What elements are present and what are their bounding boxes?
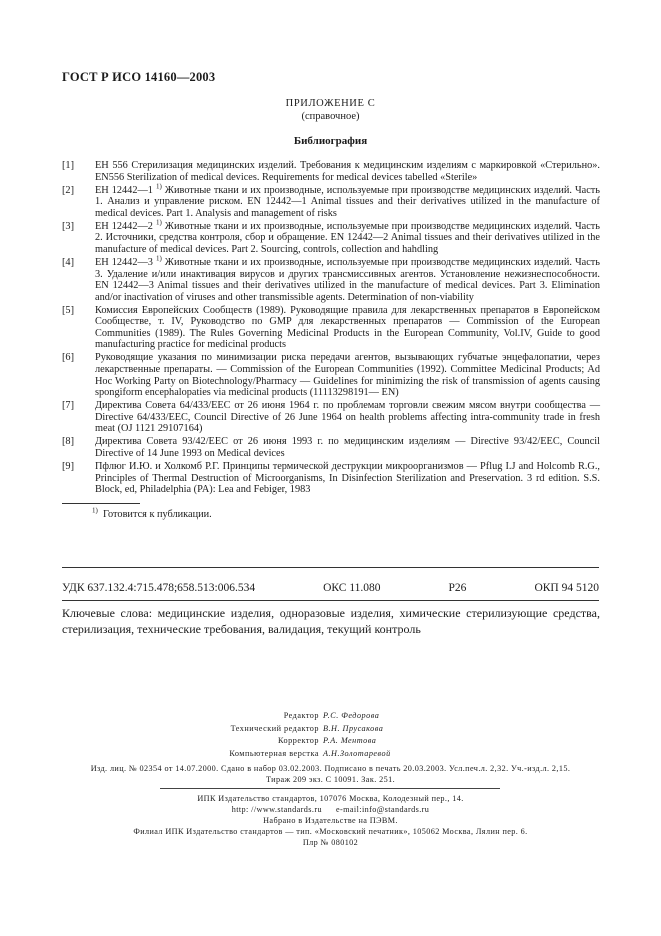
udk-code: УДК 637.132.4:715.478;658.513:006.534 xyxy=(62,582,256,594)
appendix-subtitle: (справочное) xyxy=(301,111,360,122)
credit-role: Корректор xyxy=(278,736,319,745)
reference-item xyxy=(62,352,600,398)
footnote-divider xyxy=(62,503,140,504)
credit-row xyxy=(0,748,661,761)
publisher-contacts xyxy=(0,804,661,815)
keywords: Ключевые слова: медицинские изделия, одноразовые изделия, химические стерилизующие средства, стерилизация, технические требования, валидация, текущий контроль xyxy=(62,606,600,636)
reference-number: [9] xyxy=(62,460,75,472)
reference-item xyxy=(62,182,600,220)
oks-code: ОКС 11.080 xyxy=(323,582,381,594)
footnote-marker: 1) xyxy=(155,218,162,227)
reference-text: Пфлюг И.Ю. и Холкомб Р.Г. Принципы термической деструкции микроорганизмов — Pflug I.J and Holcomb R.G., Principles of Thermal Destruction of Microorganisms, In Disinfection Sterilization and Preservation. 3 rd edition. S.S. Block, ed, Philadelphia (PA): Lea and Febiger, 1983 xyxy=(95,460,600,496)
footnote-marker: 1) xyxy=(155,182,162,191)
publisher-divider xyxy=(160,788,500,789)
bibliography-title: Библиография xyxy=(293,135,368,147)
reference-item xyxy=(62,436,600,459)
footnote-marker: 1) xyxy=(155,254,162,263)
credit-role: Компьютерная верстка xyxy=(229,748,319,758)
credit-row xyxy=(0,710,661,723)
reference-text: ЕН 556 Стерилизация медицинских изделий. Требования к медицинским изделиям с маркировкой «Стерильно». EN556 Sterilization of medical devices. Requirements for medical devices tabelled «Sterile» xyxy=(95,160,600,183)
reference-item xyxy=(62,254,600,303)
credit-person: В.Н. Прусакова xyxy=(323,723,384,733)
bibliography-list xyxy=(62,160,600,497)
reference-number: [4] xyxy=(62,256,75,268)
footnote-mark: 1) xyxy=(92,506,98,515)
reference-text: ЕН 12442—2 $^{1)}$ Животные ткани и их производные, используемые при производстве медицинских изделий. Часть 2. Источники, средства контроля, сбор и обращение. EN 12442—2 Animal tissues and their derivatives utilized in the manufacture of medical devices. Part 2. Sourcing, controls, collection and hahdling xyxy=(95,218,600,255)
reference-number: [8] xyxy=(62,436,75,448)
credit-role: Технический редактор xyxy=(230,723,319,733)
reference-text: Директива Совета 64/433/EEC от 26 июня 1964 г. по проблемам торговли свежим мясом внутри сообщества — Directive 64/433/EEC, Council Directive of 26 June 1964 on health problems affecting intra-community trade in fresh meat (OJ 1121 29107164) xyxy=(95,400,600,435)
imprint-line: Изд. лиц. № 02354 от 14.07.2000. Сдано в набор 03.02.2003. Подписано в печать 20.03.2003. Усл.печ.л. 2,32. Уч.-изд.л. 2,15. xyxy=(90,764,571,773)
credits xyxy=(0,710,661,760)
publisher-website: http: //www.standards.ru xyxy=(231,805,322,814)
footnote-text: Готовится к публикации. xyxy=(103,509,212,520)
publisher-branch: Филиал ИПК Издательство стандартов — тип. «Московский печатник», 105062 Москва, Лялин пер. 6. xyxy=(133,827,528,836)
publisher-license: Плр № 080102 xyxy=(302,838,359,847)
footnote xyxy=(92,506,212,520)
reference-number: [7] xyxy=(62,400,75,412)
classification-bottom-rule xyxy=(62,600,599,601)
reference-number: [1] xyxy=(62,160,75,171)
reference-item xyxy=(62,218,600,256)
credit-row xyxy=(0,723,661,736)
reference-text: Комиссия Европейских Сообществ (1989). Руководящие правила для лекарственных препаратов в Европейском Сообществе, т. IV, Руководство по GMP для лекарственных препаратов — Commission of the European Communities (1989). The Rules Governing Medicinal Products in the European Community, Vol.IV, Guide to good manufacturing practice for medicinal products xyxy=(95,304,600,351)
document-id: ГОСТ Р ИСО 14160—2003 xyxy=(62,70,216,84)
credit-person: Р.С. Федорова xyxy=(323,711,380,720)
publisher-email: e-mail:info@standards.ru xyxy=(335,805,430,814)
classification-row xyxy=(62,582,599,594)
publisher-address: ИПК Издательство стандартов, 107076 Москва, Колодезный пер., 14. xyxy=(197,794,464,803)
publisher-typeset: Набрано в Издательстве на ПЭВМ. xyxy=(263,816,398,825)
reference-number: [5] xyxy=(62,304,75,316)
reference-item xyxy=(62,461,600,496)
reference-number: [3] xyxy=(62,220,75,232)
okp-code: ОКП 94 5120 xyxy=(534,582,599,594)
reference-number: [2] xyxy=(62,184,75,196)
group-code: Р26 xyxy=(448,582,467,594)
imprint-line: Тираж 209 экз. С 10091. Зак. 251. xyxy=(265,775,396,784)
reference-item xyxy=(62,400,600,435)
reference-item xyxy=(62,160,600,183)
reference-text: ЕН 12442—1 $^{1)}$ Животные ткани и их производные, используемые при производстве медицинских изделий. Часть 1. Анализ и управление риском. EN 12442—1 Animal tissues and their derivatives utilized in the manufacture of medical devices. Part 1. Analysis and management of risks xyxy=(95,182,600,219)
credit-row xyxy=(0,735,661,748)
print-imprint xyxy=(0,763,661,785)
credit-role: Редактор xyxy=(283,711,319,720)
reference-text: ЕН 12442—3 $^{1)}$ Животные ткани и их производные, используемые при производстве медицинских изделий. Часть 3. Удаление и/или инактивация вирусов и других трансмиссивных агентов. Установление нежизнеспособности. EN 12442—3 Animal tissues and their derivatives utilized in the manufacture of medical devices. Part 3. Elimination and/or inactivation of viruses and other transmissible agents. Determination of non-viability xyxy=(95,254,600,303)
publisher-info xyxy=(0,793,661,848)
classification-top-rule xyxy=(62,567,599,568)
reference-text: Директива Совета 93/42/ЕЕС от 26 июня 1993 г. по медицинским изделиям — Directive 93/42/EEC, Council Directive of 14 June 1993 on Medical devices xyxy=(95,436,600,459)
reference-text: Руководящие указания по минимизации риска передачи агентов, вызывающих губчатые энцефалопатии, через лекарственные препараты. — Commission of the European Communities (1992). Committee Medicinal Products; Ad Hoc Working Party on Biotechnology/Pharmacy — Guidelines for minimizing the risk of transmission of agents causing spongiform encephalopaties via medicinal products (11113298191— EN) xyxy=(95,352,600,399)
credit-person: Р.А. Ментова xyxy=(323,736,377,745)
appendix-title: ПРИЛОЖЕНИЕ С xyxy=(285,98,376,109)
reference-number: [6] xyxy=(62,352,75,364)
reference-item xyxy=(62,305,600,351)
credit-person: А.Н.Золотаревой xyxy=(323,748,391,758)
